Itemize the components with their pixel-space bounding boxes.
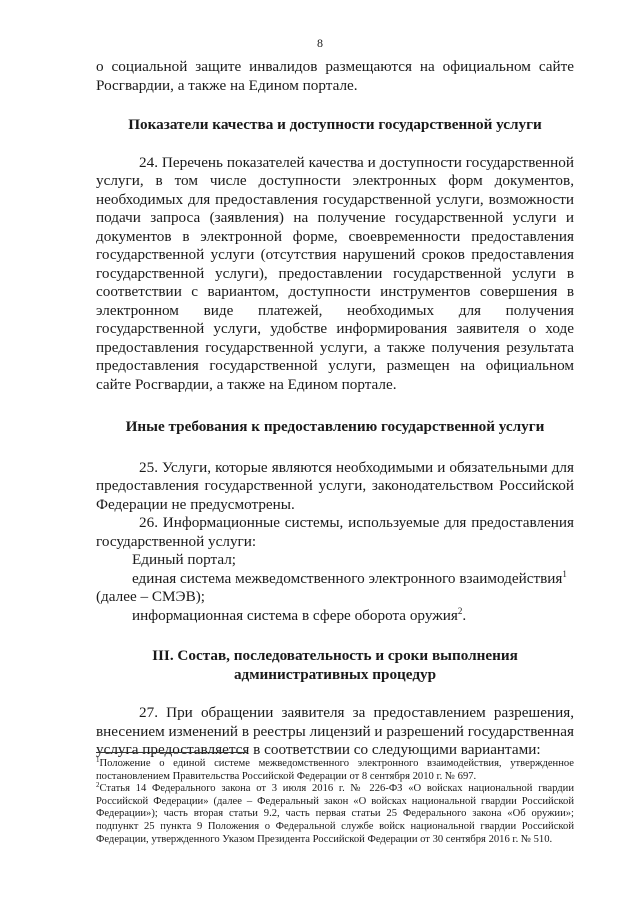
list-item-weapons-text: информационная система в сфере оборота оружия [132,606,458,624]
heading-section-3 [96,647,574,684]
footnote-2-number: 2 [96,781,100,790]
footnotes [96,758,574,846]
list-item-portal: Единый портал; [132,551,236,568]
list-item-weapons-end: . [462,606,467,624]
list-item-smev [96,570,574,589]
paragraph-25: 25. Услуги, которые являются необходимыми и обязательными для предоставления государственной услуги, законодательством Российской Федерации не предусмотрены. [96,458,574,513]
page-body [96,58,574,760]
paragraph-27: 27. При обращении заявителя за предоставлением разрешения, внесением изменений в реестры лицензий и разрешений государственная услуга предоставляется в соответствии со следующими вариантами: [96,704,574,758]
paragraph-26: 26. Информационные системы, используемые для предоставления государственной услуги: [96,514,574,550]
heading-quality: Показатели качества и доступности государственной услуги [128,116,542,133]
paragraph-continuation: о социальной защите инвалидов размещаются на официальном сайте Росгвардии, а также на Едином портале. [96,58,574,94]
footnote-ref-2: 2 [457,605,463,616]
footnote-1 [96,758,574,783]
footnote-ref-1: 1 [562,568,567,579]
heading-section-3-line-1: III. Состав, последовательность и сроки выполнения [152,647,518,664]
footnote-1-text: Положение о единой системе межведомственного электронного взаимодействия, утвержденное постановлением Правительства Российской Федерации от 8 сентября 2010 г. № 697. [96,758,574,782]
list-item-smev-continued: (далее – СМЭВ); [96,588,205,605]
list-item-smev-text: единая система межведомственного электронного взаимодействия [132,569,563,587]
heading-section-3-line-2: административных процедур [233,665,437,683]
footnote-2-text: Статья 14 Федерального закона от 3 июля 2016 г. № 226-ФЗ «О войсках национальной гвардии Российской Федерации» (далее – Федеральный закон «О войсках национальной гвардии Российской Федерации»); часть вторая статьи 9.2, часть первая статьи 25 Федерального закона «Об оружии»; подпункт 25 пункта 9 Положения о Федеральной службе войск национальной гвардии Российской Федерации, утвержденного Указом Президента Российской Федерации от 30 сентября 2016 г. № 510. [96,783,574,845]
footnote-divider [96,752,248,753]
paragraph-24: 24. Перечень показателей качества и доступности государственной услуги, в том числе доступности электронных форм документов, необходимых для предоставления государственной услуги, возможности подачи запроса (заявления) на получение государственной услуги и документов в электронной форме, своевременности предоставления государственной услуги (отсутствия нарушений сроков предоставления государственной услуги), предоставлении государственной услуги в соответствии с вариантом, доступности инструментов совершения в электронном виде платежей, необходимых для получения государственной услуги, удобстве информирования заявителя о ходе предоставления государственной услуги, а также получения результата предоставления государственной услуги, размещен на официальном сайте Росгвардии, а также на Едином портале. [96,153,574,393]
page-number: 8 [317,36,323,50]
list-item-weapons [96,607,574,626]
heading-other-requirements: Иные требования к предоставлению государственной услуги [125,418,545,435]
footnote-1-number: 1 [96,756,100,764]
footnote-2 [96,783,574,846]
